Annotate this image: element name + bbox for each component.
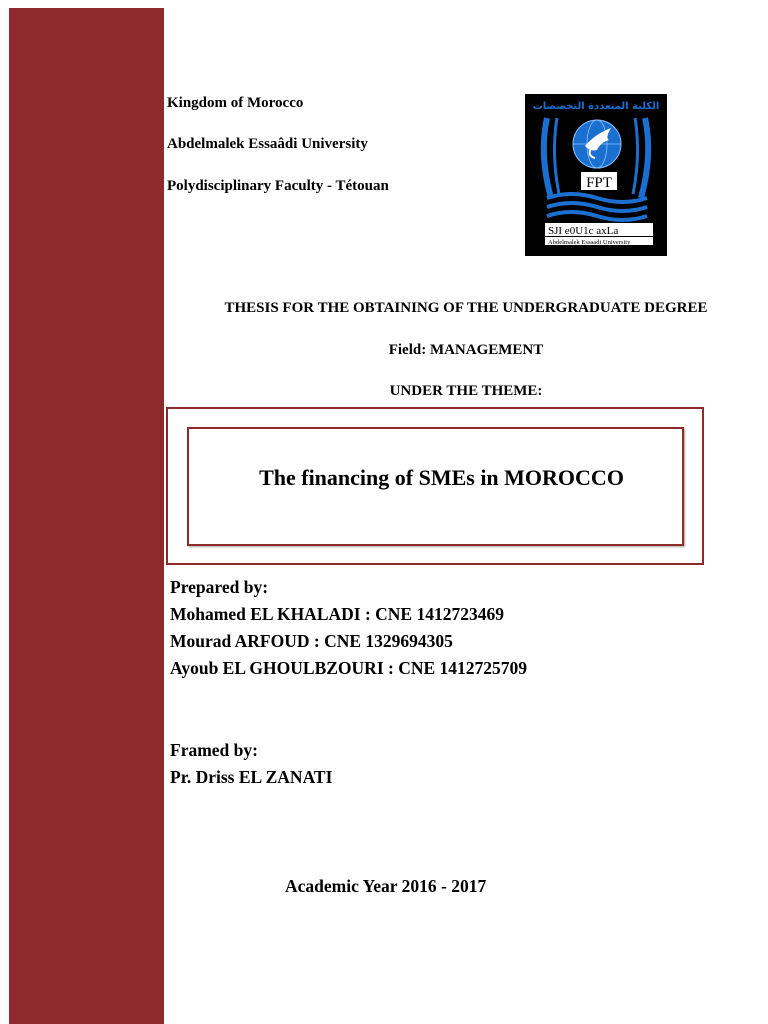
prepared-block — [170, 574, 527, 682]
prepared-label: Prepared by: — [170, 577, 269, 597]
framed-label: Framed by: — [170, 740, 258, 760]
thesis-title: The financing of SMEs in MOROCCO — [259, 465, 624, 490]
academic-year: Academic Year 2016 - 2017 — [285, 876, 487, 896]
logo-garbled-line: SJI e0U1c axLa — [548, 225, 619, 237]
faculty-label: Polydisciplinary Faculty - Tétouan — [167, 178, 389, 194]
university-label: Abdelmalek Essaâdi University — [167, 136, 368, 152]
theme-label: UNDER THE THEME: — [389, 383, 543, 399]
sidebar-band — [9, 8, 164, 1024]
faculty-logo — [525, 94, 667, 256]
thesis-heading: THESIS FOR THE OBTAINING OF THE UNDERGRADUATE DEGREE — [224, 300, 708, 316]
logo-arabic-text: الكلية المتعددة التخصصات — [532, 101, 660, 112]
field-label: Field: MANAGEMENT — [388, 342, 544, 358]
country-label: Kingdom of Morocco — [167, 95, 304, 111]
supervisor-name: Pr. Driss EL ZANATI — [170, 767, 333, 787]
author-line: Ayoub EL GHOULBZOURI : CNE 1412725709 — [170, 658, 528, 678]
theme-frame-inner — [187, 427, 684, 546]
framed-block — [170, 737, 332, 791]
logo-emblem-icon — [525, 94, 667, 256]
logo-abbr: FPT — [586, 175, 612, 191]
author-line: Mohamed EL KHALADI : CNE 1412723469 — [170, 604, 504, 624]
logo-university-line: Abdelmalek Essaadi University — [548, 239, 631, 246]
author-line: Mourad ARFOUD : CNE 1329694305 — [170, 631, 453, 651]
